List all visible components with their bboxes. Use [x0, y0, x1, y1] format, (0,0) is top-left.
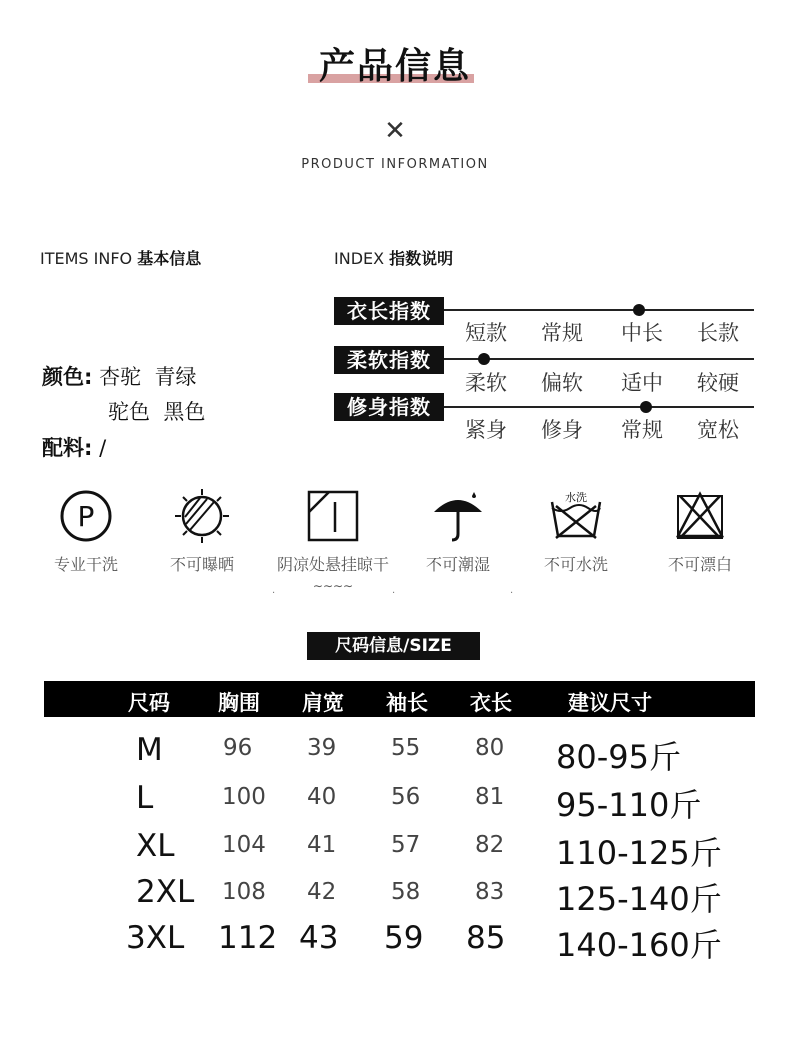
color-label: 颜色: [42, 365, 93, 389]
dot-mark: · [272, 588, 276, 599]
index-option: 偏软 [541, 371, 583, 395]
chest-cell: 112 [218, 920, 278, 956]
size-table-header [44, 681, 755, 717]
no-water-wash-icon [516, 488, 636, 544]
size-cell: L [136, 780, 154, 816]
index-line-fit [444, 406, 754, 408]
index-option: 短款 [465, 321, 507, 345]
no-bleach-icon [640, 488, 760, 544]
wave-mark: ∼∼∼∼ [312, 579, 354, 593]
sleeve-cell: 59 [384, 920, 424, 956]
index-option: 修身 [541, 418, 583, 442]
page-title: 产品信息 [318, 46, 471, 87]
care-label: 不可水洗 [543, 555, 608, 574]
professional-dry-clean-icon [26, 488, 146, 544]
chest-cell: 100 [222, 784, 266, 810]
care-label: 不可曝晒 [169, 555, 234, 574]
material-row [42, 432, 106, 462]
index-option: 常规 [621, 418, 663, 442]
hang-dry-shade-icon [271, 488, 395, 544]
index-heading [334, 246, 453, 269]
care-item-dry-clean [26, 488, 146, 575]
column-header: 肩宽 [302, 691, 344, 715]
dot-mark: · [392, 588, 396, 599]
items-info-heading-cn: 基本信息 [137, 249, 202, 268]
index-option: 较硬 [697, 371, 739, 395]
care-label: 不可漂白 [667, 555, 732, 574]
colors-line-1: 杏驼 青绿 [99, 365, 197, 389]
no-sun-exposure-icon [142, 488, 262, 544]
care-item-no-bleach [640, 488, 760, 575]
index-option: 长款 [697, 321, 739, 345]
size-cell: XL [136, 828, 175, 864]
sleeve-cell: 57 [391, 832, 421, 858]
index-label-length: 衣长指数 [334, 297, 444, 325]
column-header: 胸围 [218, 691, 260, 715]
shoulder-cell: 39 [307, 735, 337, 761]
material-label: 配料: [42, 436, 93, 460]
recommended-cell: 125-140斤 [556, 880, 722, 918]
care-item-no-wash [516, 488, 636, 575]
index-dot-fit [640, 401, 652, 413]
shoulder-cell: 40 [307, 784, 337, 810]
size-cell: 3XL [126, 920, 185, 956]
length-cell: 83 [475, 879, 505, 905]
recommended-cell: 110-125斤 [556, 834, 722, 872]
dot-mark: · [510, 588, 514, 599]
index-heading-cn: 指数说明 [389, 249, 454, 268]
column-header: 建议尺寸 [568, 691, 652, 715]
items-info-heading [40, 246, 201, 269]
chest-cell: 108 [222, 879, 266, 905]
index-heading-en: INDEX [334, 249, 385, 268]
sleeve-cell: 58 [391, 879, 421, 905]
items-info-heading-en: ITEMS INFO [40, 249, 133, 268]
index-option: 宽松 [697, 418, 739, 442]
size-cell: 2XL [136, 874, 195, 910]
material-value: / [99, 436, 107, 460]
recommended-cell: 95-110斤 [556, 786, 702, 824]
care-label: 不可潮湿 [425, 555, 490, 574]
index-option: 中长 [621, 321, 663, 345]
shoulder-cell: 41 [307, 832, 337, 858]
care-label: 阴凉处悬挂晾干 [276, 555, 389, 574]
care-label: 专业干洗 [53, 555, 118, 574]
size-cell: M [136, 732, 163, 768]
size-title: 尺码信息/SIZE [307, 632, 480, 660]
column-header: 尺码 [128, 691, 170, 715]
column-header: 衣长 [470, 691, 512, 715]
care-item-no-sun [142, 488, 262, 575]
shoulder-cell: 43 [299, 920, 339, 956]
index-option: 适中 [621, 371, 663, 395]
length-cell: 85 [466, 920, 506, 956]
column-header: 袖长 [386, 691, 428, 715]
index-label-softness: 柔软指数 [334, 346, 444, 374]
care-item-hang-dry [271, 488, 395, 593]
shoulder-cell: 42 [307, 879, 337, 905]
care-item-no-damp [398, 488, 518, 575]
length-cell: 81 [475, 784, 505, 810]
no-damp-icon [398, 488, 518, 544]
index-line-softness [444, 358, 754, 360]
svg-text:P: P [77, 500, 95, 533]
index-option: 常规 [541, 321, 583, 345]
index-option: 紧身 [465, 418, 507, 442]
index-label-fit: 修身指数 [334, 393, 444, 421]
color-row [42, 361, 196, 391]
cross-icon: ✕ [384, 116, 406, 146]
recommended-cell: 80-95斤 [556, 738, 681, 776]
colors-line-2: 驼色 黑色 [108, 400, 206, 424]
sleeve-cell: 55 [391, 735, 421, 761]
chest-cell: 104 [222, 832, 266, 858]
chest-cell: 96 [223, 735, 253, 761]
recommended-cell: 140-160斤 [556, 926, 722, 964]
index-dot-length [633, 304, 645, 316]
wash-badge-text: 水洗 [565, 491, 587, 504]
index-dot-softness [478, 353, 490, 365]
sleeve-cell: 56 [391, 784, 421, 810]
page-subtitle: PRODUCT INFORMATION [301, 157, 489, 172]
index-line-length [444, 309, 754, 311]
index-option: 柔软 [465, 371, 507, 395]
length-cell: 82 [475, 832, 505, 858]
length-cell: 80 [475, 735, 505, 761]
